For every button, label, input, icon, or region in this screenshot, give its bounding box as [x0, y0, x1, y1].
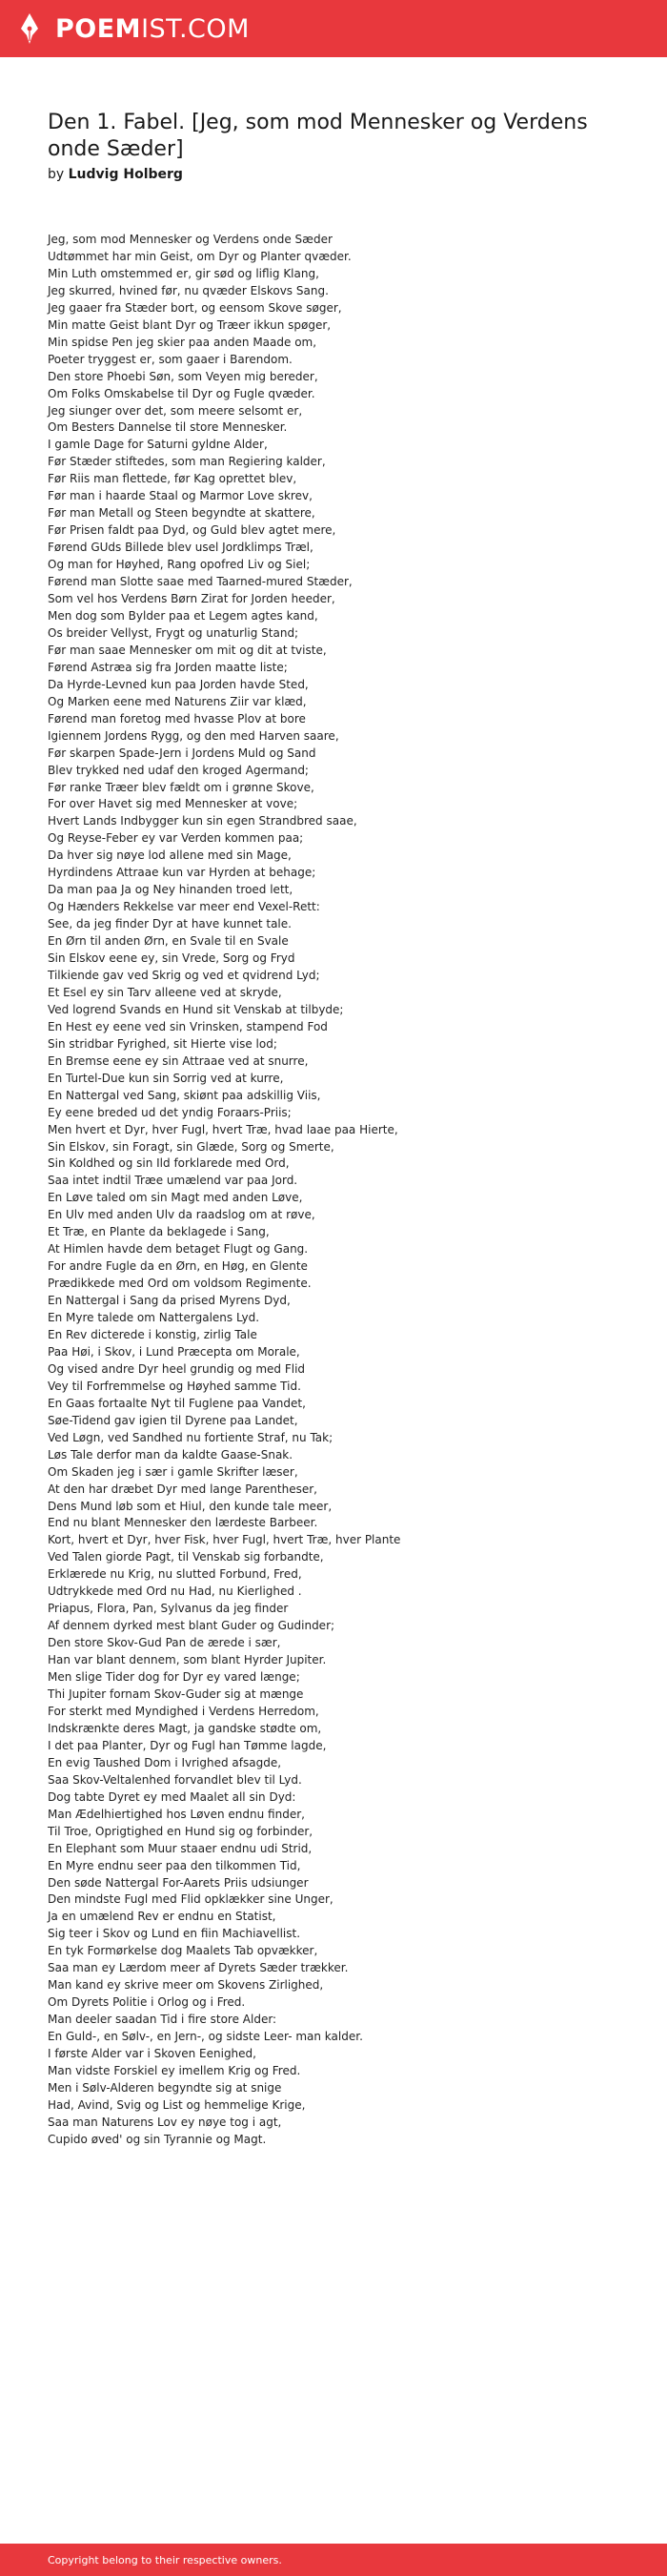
poem-line: Prædikkede med Ord om voldsom Regimente.: [48, 1277, 312, 1291]
poem-line: Saa intet indtil Træe umælend var paa Jord.: [48, 1174, 298, 1188]
poem-line: Til Troe, Oprigtighed en Hund sig og forbinder,: [48, 1824, 313, 1838]
by-label: by: [48, 167, 65, 182]
poem-title: Den 1. Fabel. [Jeg, som mod Mennesker og Verdens onde Sæder]: [48, 111, 588, 161]
poem-line: Den søde Nattergal For-Aarets Priis udsiunger: [48, 1875, 309, 1890]
copyright-text: Copyright belong to their respective owners.: [48, 2553, 282, 2566]
poem-line: Jeg siunger over det, som meere selsomt er,: [48, 403, 303, 418]
poem-line: Sin Elskov, sin Foragt, sin Glæde, Sorg og Smerte,: [48, 1139, 334, 1154]
poem-line: Paa Høi, i Skov, i Lund Præcepta om Morale,: [48, 1344, 300, 1359]
poem-line: Han var blant dennem, som blant Hyrder Jupiter.: [48, 1653, 327, 1667]
poem-line: For sterkt med Myndighed i Verdens Herredom,: [48, 1704, 319, 1718]
site-header: [0, 0, 667, 57]
poem-line: Had, Avind, Svig og List og hemmelige Krige,: [48, 2097, 306, 2112]
poem-line: I gamle Dage for Saturni gyldne Alder,: [48, 438, 268, 452]
poem-line: Indskrænkte deres Magt, ja gandske stødte om,: [48, 1721, 322, 1735]
poem-line: Og Reyse-Feber ey var Verden kommen paa;: [48, 831, 304, 846]
poem-line: Men hvert et Dyr, hver Fugl, hvert Træ, hvad laae paa Hierte,: [48, 1122, 398, 1136]
poem-line: Førend Astræa sig fra Jorden maatte liste;: [48, 660, 288, 674]
poem-line: En Løve taled om sin Magt med anden Løve,: [48, 1191, 303, 1205]
poem-line: Da Hyrde-Levned kun paa Jorden havde Sted,: [48, 677, 309, 691]
poem-line: Man Ædelhiertighed hos Løven endnu finder,: [48, 1807, 305, 1821]
poem-line: At Himlen havde dem betaget Flugt og Gang.: [48, 1242, 309, 1257]
poem-line: En Bremse eene ey sin Attraae ved at snurre,: [48, 1053, 309, 1068]
poem-line: En Myre talede om Nattergalens Lyd.: [48, 1311, 260, 1325]
pen-nib-icon[interactable]: [17, 12, 42, 45]
site-footer: [0, 2544, 667, 2576]
poem-line: Saa Skov-Veltalenhed forvandlet blev til Lyd.: [48, 1772, 302, 1787]
poem-line: Os breider Vellyst, Frygt og unaturlig Stand;: [48, 625, 299, 640]
poem-line: En Hest ey eene ved sin Vrinsken, stampend Fod: [48, 1019, 328, 1033]
poem-line: Blev trykked ned udaf den kroged Agermand;: [48, 763, 309, 777]
poem-line: En Guld-, en Sølv-, en Jern-, og sidste Leer- man kalder.: [48, 2030, 363, 2044]
poem-line: Førend GUds Billede blev usel Jordklimps Træl,: [48, 541, 313, 555]
logo-light-text: IST.COM: [141, 13, 250, 44]
poem-line: En Ulv med anden Ulv da raadslog om at røve,: [48, 1208, 315, 1222]
poem-line: Man kand ey skrive meer om Skovens Zirlighed,: [48, 1978, 324, 1993]
poem-line: Poeter tryggest er, som gaaer i Barendom.: [48, 352, 293, 366]
poem-line: En tyk Formørkelse dog Maalets Tab opvækker,: [48, 1944, 318, 1958]
poem-line: Ved Løgn, ved Sandhed nu fortiente Straf, nu Tak;: [48, 1430, 334, 1444]
poem-line: Man deeler saadan Tid i fire store Alder:: [48, 2013, 277, 2027]
poem-line: Saa man Naturens Lov ey nøye tog i agt,: [48, 2115, 282, 2129]
poem-line: Hyrdindens Attraae kun var Hyrden at behage;: [48, 866, 316, 880]
poem-line: Ved logrend Svands en Hund sit Venskab at tilbyde;: [48, 1002, 344, 1016]
poem-line: Min Luth omstemmed er, gir sød og liflig Klang,: [48, 266, 319, 280]
poem-line: Førend man foretog med hvasse Plov at bore: [48, 711, 306, 726]
poem-line: Men i Sølv-Alderen begyndte sig at snige: [48, 2080, 282, 2095]
poem-line: Og vised andre Dyr heel grundig og med Flid: [48, 1361, 306, 1376]
poem-line: Et Esel ey sin Tarv alleene ved at skryde,: [48, 985, 282, 999]
poem-line: Sin stridbar Fyrighed, sit Hierte vise lod;: [48, 1036, 277, 1051]
poem-line: I første Alder var i Skoven Eenighed,: [48, 2047, 256, 2061]
poem-line: Som vel hos Verdens Børn Zirat for Jorden heeder,: [48, 592, 335, 606]
poem-line: Kort, hvert et Dyr, hver Fisk, hver Fugl, hvert Træ, hver Plante: [48, 1533, 401, 1547]
poem-line: Hvert Lands Indbygger kun sin egen Strandbred saae,: [48, 814, 357, 828]
poem-line: Sin Koldhed og sin Ild forklarede med Ord,: [48, 1156, 290, 1171]
poem-line: For over Havet sig med Mennesker at vove;: [48, 797, 298, 811]
poem-line: Thi Jupiter fornam Skov-Guder sig at mænge: [48, 1687, 304, 1702]
poem-line: Søe-Tidend gav igien til Dyrene paa Landet,: [48, 1413, 298, 1427]
poem-line: I det paa Planter, Dyr og Fugl han Tømme lagde,: [48, 1738, 327, 1752]
poem-line: Løs Tale derfor man da kaldte Gaase-Snak.: [48, 1447, 293, 1462]
poem-line: Ja en umælend Rev er endnu en Statist,: [48, 1910, 276, 1924]
logo-bold-text: POEM: [55, 13, 142, 44]
poem-line: Jeg, som mod Mennesker og Verdens onde Sæder: [48, 233, 333, 246]
poem-line: En Nattergal i Sang da prised Myrens Dyd,: [48, 1294, 291, 1308]
poem-line: Og Hænders Rekkelse var meer end Vexel-Rett:: [48, 900, 320, 914]
poem-line: For andre Fugle da en Ørn, en Høg, en Glente: [48, 1259, 308, 1274]
poem-line: Før skarpen Spade-Jern i Jordens Muld og Sand: [48, 746, 316, 760]
poem-line: Den store Phoebi Søn, som Veyen mig bereder,: [48, 369, 318, 383]
poem-line: Om Dyrets Politie i Orlog og i Fred.: [48, 1995, 246, 2010]
poem-line: Vey til Forfremmelse og Høyhed samme Tid.: [48, 1379, 301, 1393]
poem-line: Af dennem dyrked mest blant Guder og Gudinder;: [48, 1619, 335, 1633]
poem-line: Udtømmet har min Geist, om Dyr og Planter qvæder.: [48, 249, 352, 263]
poem-line: Igiennem Jordens Rygg, og den med Harven saare,: [48, 728, 339, 743]
author-link[interactable]: Ludvig Holberg: [68, 167, 183, 182]
byline: [48, 167, 629, 182]
poem-line: Før man saae Mennesker om mit og dit at tviste,: [48, 643, 327, 657]
poem-line: Om Skaden jeg i sær i gamle Skrifter læser,: [48, 1464, 298, 1479]
poem-line: Et Træ, en Plante da beklagede i Sang,: [48, 1225, 270, 1239]
poem-line: Før Stæder stiftedes, som man Regiering kalder,: [48, 455, 326, 469]
poem-line: Før ranke Træer blev fældt om i grønne Skove,: [48, 780, 314, 794]
poem-line: Den store Skov-Gud Pan de ærede i sær,: [48, 1636, 281, 1650]
poem-line: Cupido øved' og sin Tyrannie og Magt.: [48, 2132, 267, 2146]
poem-line: Før Riis man flettede, før Kag oprettet blev,: [48, 472, 297, 486]
poem-line: Og man for Høyhed, Rang opofred Liv og Siel;: [48, 558, 311, 572]
poem-line: Før Prisen faldt paa Dyd, og Guld blev agtet mere,: [48, 523, 336, 538]
poem-line: Og Marken eene med Naturens Ziir var klæd,: [48, 694, 307, 708]
poem-line: Men dog som Bylder paa et Legem agtes kand,: [48, 608, 318, 623]
poem-line: Men slige Tider dog for Dyr ey vared længe;: [48, 1670, 300, 1685]
poem-line: Min matte Geist blant Dyr og Træer ikkun spøger,: [48, 317, 332, 332]
poem-line: Priapus, Flora, Pan, Sylvanus da jeg finder: [48, 1602, 289, 1616]
poem-line: See, da jeg finder Dyr at have kunnet tale.: [48, 917, 292, 931]
poem-line: Sig teer i Skov og Lund en fiin Machiavellist.: [48, 1927, 301, 1941]
poem-line: End nu blant Mennesker den lærdeste Barbeer.: [48, 1516, 318, 1530]
poem-line: En Elephant som Muur staaer endnu udi Strid,: [48, 1841, 313, 1855]
poem-line: Før man Metall og Steen begyndte at skattere,: [48, 506, 315, 521]
poem-line: Dens Mund løb som et Hiul, den kunde tale meer,: [48, 1499, 333, 1513]
poem-line: Førend man Slotte saae med Taarned-mured Stæder,: [48, 575, 353, 589]
poem-line: Ved Talen giorde Pagt, til Venskab sig forbandte,: [48, 1550, 324, 1564]
poem-line: Om Folks Omskabelse til Dyr og Fugle qvæder.: [48, 386, 315, 400]
poem-line: Om Besters Dannelse til store Mennesker.: [48, 420, 288, 435]
poem-line: Jeg skurred, hvined før, nu qvæder Elskovs Sang.: [48, 283, 329, 297]
poem-line: Tilkiende gav ved Skrig og ved et qvidrend Lyd;: [48, 968, 320, 982]
poem-line: Saa man ey Lærdom meer af Dyrets Sæder trækker.: [48, 1961, 349, 1975]
poem-line: Før man i haarde Staal og Marmor Love skrev,: [48, 489, 313, 503]
poem-body: [48, 232, 629, 2149]
poem-line: En Ørn til anden Ørn, en Svale til en Svale: [48, 934, 289, 949]
site-logo[interactable]: [55, 14, 250, 44]
poem-line: Dog tabte Dyret ey med Maalet all sin Dyd:: [48, 1789, 296, 1804]
poem-line: Man vidste Forskiel ey imellem Krig og Fred.: [48, 2063, 301, 2077]
poem-line: En Myre endnu seer paa den tilkommen Tid,: [48, 1858, 301, 1872]
poem-line: Erklærede nu Krig, nu slutted Forbund, Fred,: [48, 1567, 302, 1582]
poem-line: Da man paa Ja og Ney hinanden troed lett,: [48, 883, 293, 897]
poem-line: En Gaas fortaalte Nyt til Fuglene paa Vandet,: [48, 1396, 306, 1410]
poem-line: Sin Elskov eene ey, sin Vrede, Sorg og Fryd: [48, 951, 295, 966]
poem-line: En evig Taushed Dom i Ivrighed afsagde,: [48, 1755, 282, 1769]
poem-line: En Rev dicterede i konstig, zirlig Tale: [48, 1328, 257, 1341]
poem-line: En Nattergal ved Sang, skiønt paa adskillig Viis,: [48, 1088, 321, 1102]
poem-line: Min spidse Pen jeg skier paa anden Maade om,: [48, 335, 317, 349]
poem-line: Ey eene breded ud det yndig Foraars-Priis;: [48, 1105, 292, 1119]
poem-line: Den mindste Fugl med Flid opklækker sine Unger,: [48, 1892, 334, 1907]
poem-line: En Turtel-Due kun sin Sorrig ved at kurre,: [48, 1071, 284, 1085]
poem-line: Jeg gaaer fra Stæder bort, og eensom Skove søger,: [48, 300, 342, 315]
poem-content: [48, 110, 629, 2149]
poem-line: At den har dræbet Dyr med lange Parentheser,: [48, 1482, 317, 1496]
poem-line: Udtrykkede med Ord nu Had, nu Kierlighed .: [48, 1584, 302, 1599]
poem-line: Da hver sig nøye lod allene med sin Mage,: [48, 848, 292, 863]
